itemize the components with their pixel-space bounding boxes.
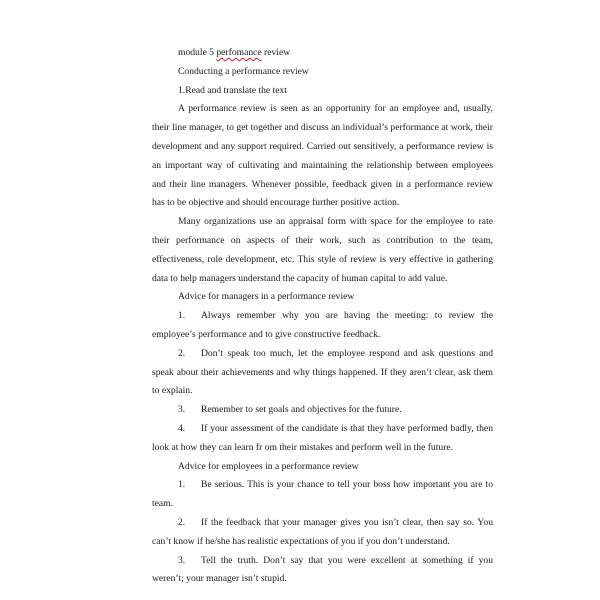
module-heading	[152, 44, 493, 63]
managers-advice-title: Advice for managers in a performance review	[178, 291, 355, 303]
list-text: Tell the truth. Don’t say that you were excellent at something if you weren’t; your manager isn’t stupid.	[152, 554, 493, 585]
list-text: If the feedback that your manager gives you isn’t clear, then say so. You can’t know if he/she has realistic expectations of you if you don’t understand.	[152, 516, 493, 547]
list-number: 4.	[178, 422, 186, 434]
employees-item-2	[152, 514, 493, 552]
list-number: 3.	[178, 554, 186, 566]
managers-item-4	[152, 420, 493, 458]
paragraph-intro: A performance review is seen as an opportunity for an employee and, usually, their line manager, to get together and discuss an individual’s performance at work, their development and any support required. Carried out sensitively, a performance review is an important way of cultivating and maintaining the relationship between employees and their line managers. Whenever possible, feedback given in a performance review has to be objective and should encourage further positive action.	[152, 103, 493, 209]
list-number: 1.	[178, 310, 186, 322]
list-text: Don’t speak too much, let the employee respond and ask questions and speak about their achievements and why things happened. If they aren’t clear, ask them to explain.	[152, 347, 493, 397]
section-subtitle: Conducting a performance review	[178, 65, 309, 77]
list-text: If your assessment of the candidate is that they have performed badly, then look at how they can learn fr om their mistakes and perform well in the future.	[152, 422, 493, 453]
list-text: Be serious. This is your chance to tell your boss how important you are to team.	[152, 479, 493, 510]
list-number: 2.	[178, 516, 186, 528]
managers-item-1	[152, 307, 493, 345]
document-page	[152, 44, 493, 589]
employees-item-1	[152, 476, 493, 514]
managers-item-3	[152, 401, 493, 420]
module-suffix: review	[261, 47, 291, 58]
list-number: 1.	[178, 479, 186, 491]
managers-item-2	[152, 345, 493, 401]
employees-item-3	[152, 552, 493, 590]
module-prefix: module 5	[178, 47, 217, 58]
list-text: Remember to set goals and objectives for the future.	[201, 404, 402, 416]
list-text: Always remember why you are having the meeting: to review the employee’s performance and to give constructive feedback.	[152, 310, 493, 340]
paragraph-appraisal: Many organizations use an appraisal form with space for the employee to rate their performance on aspects of their work, such as contribution to the team, effectiveness, role development, etc. This style of review is very effective in gathering data to help managers understand the capacity of human capital to add value.	[152, 216, 493, 284]
task-instruction: 1.Read and translate the text	[178, 84, 287, 96]
misspelled-word: perfomance	[216, 47, 262, 58]
list-number: 2.	[178, 347, 186, 359]
employees-advice-title: Advice for employees in a performance review	[178, 460, 359, 472]
list-number: 3.	[178, 404, 186, 416]
